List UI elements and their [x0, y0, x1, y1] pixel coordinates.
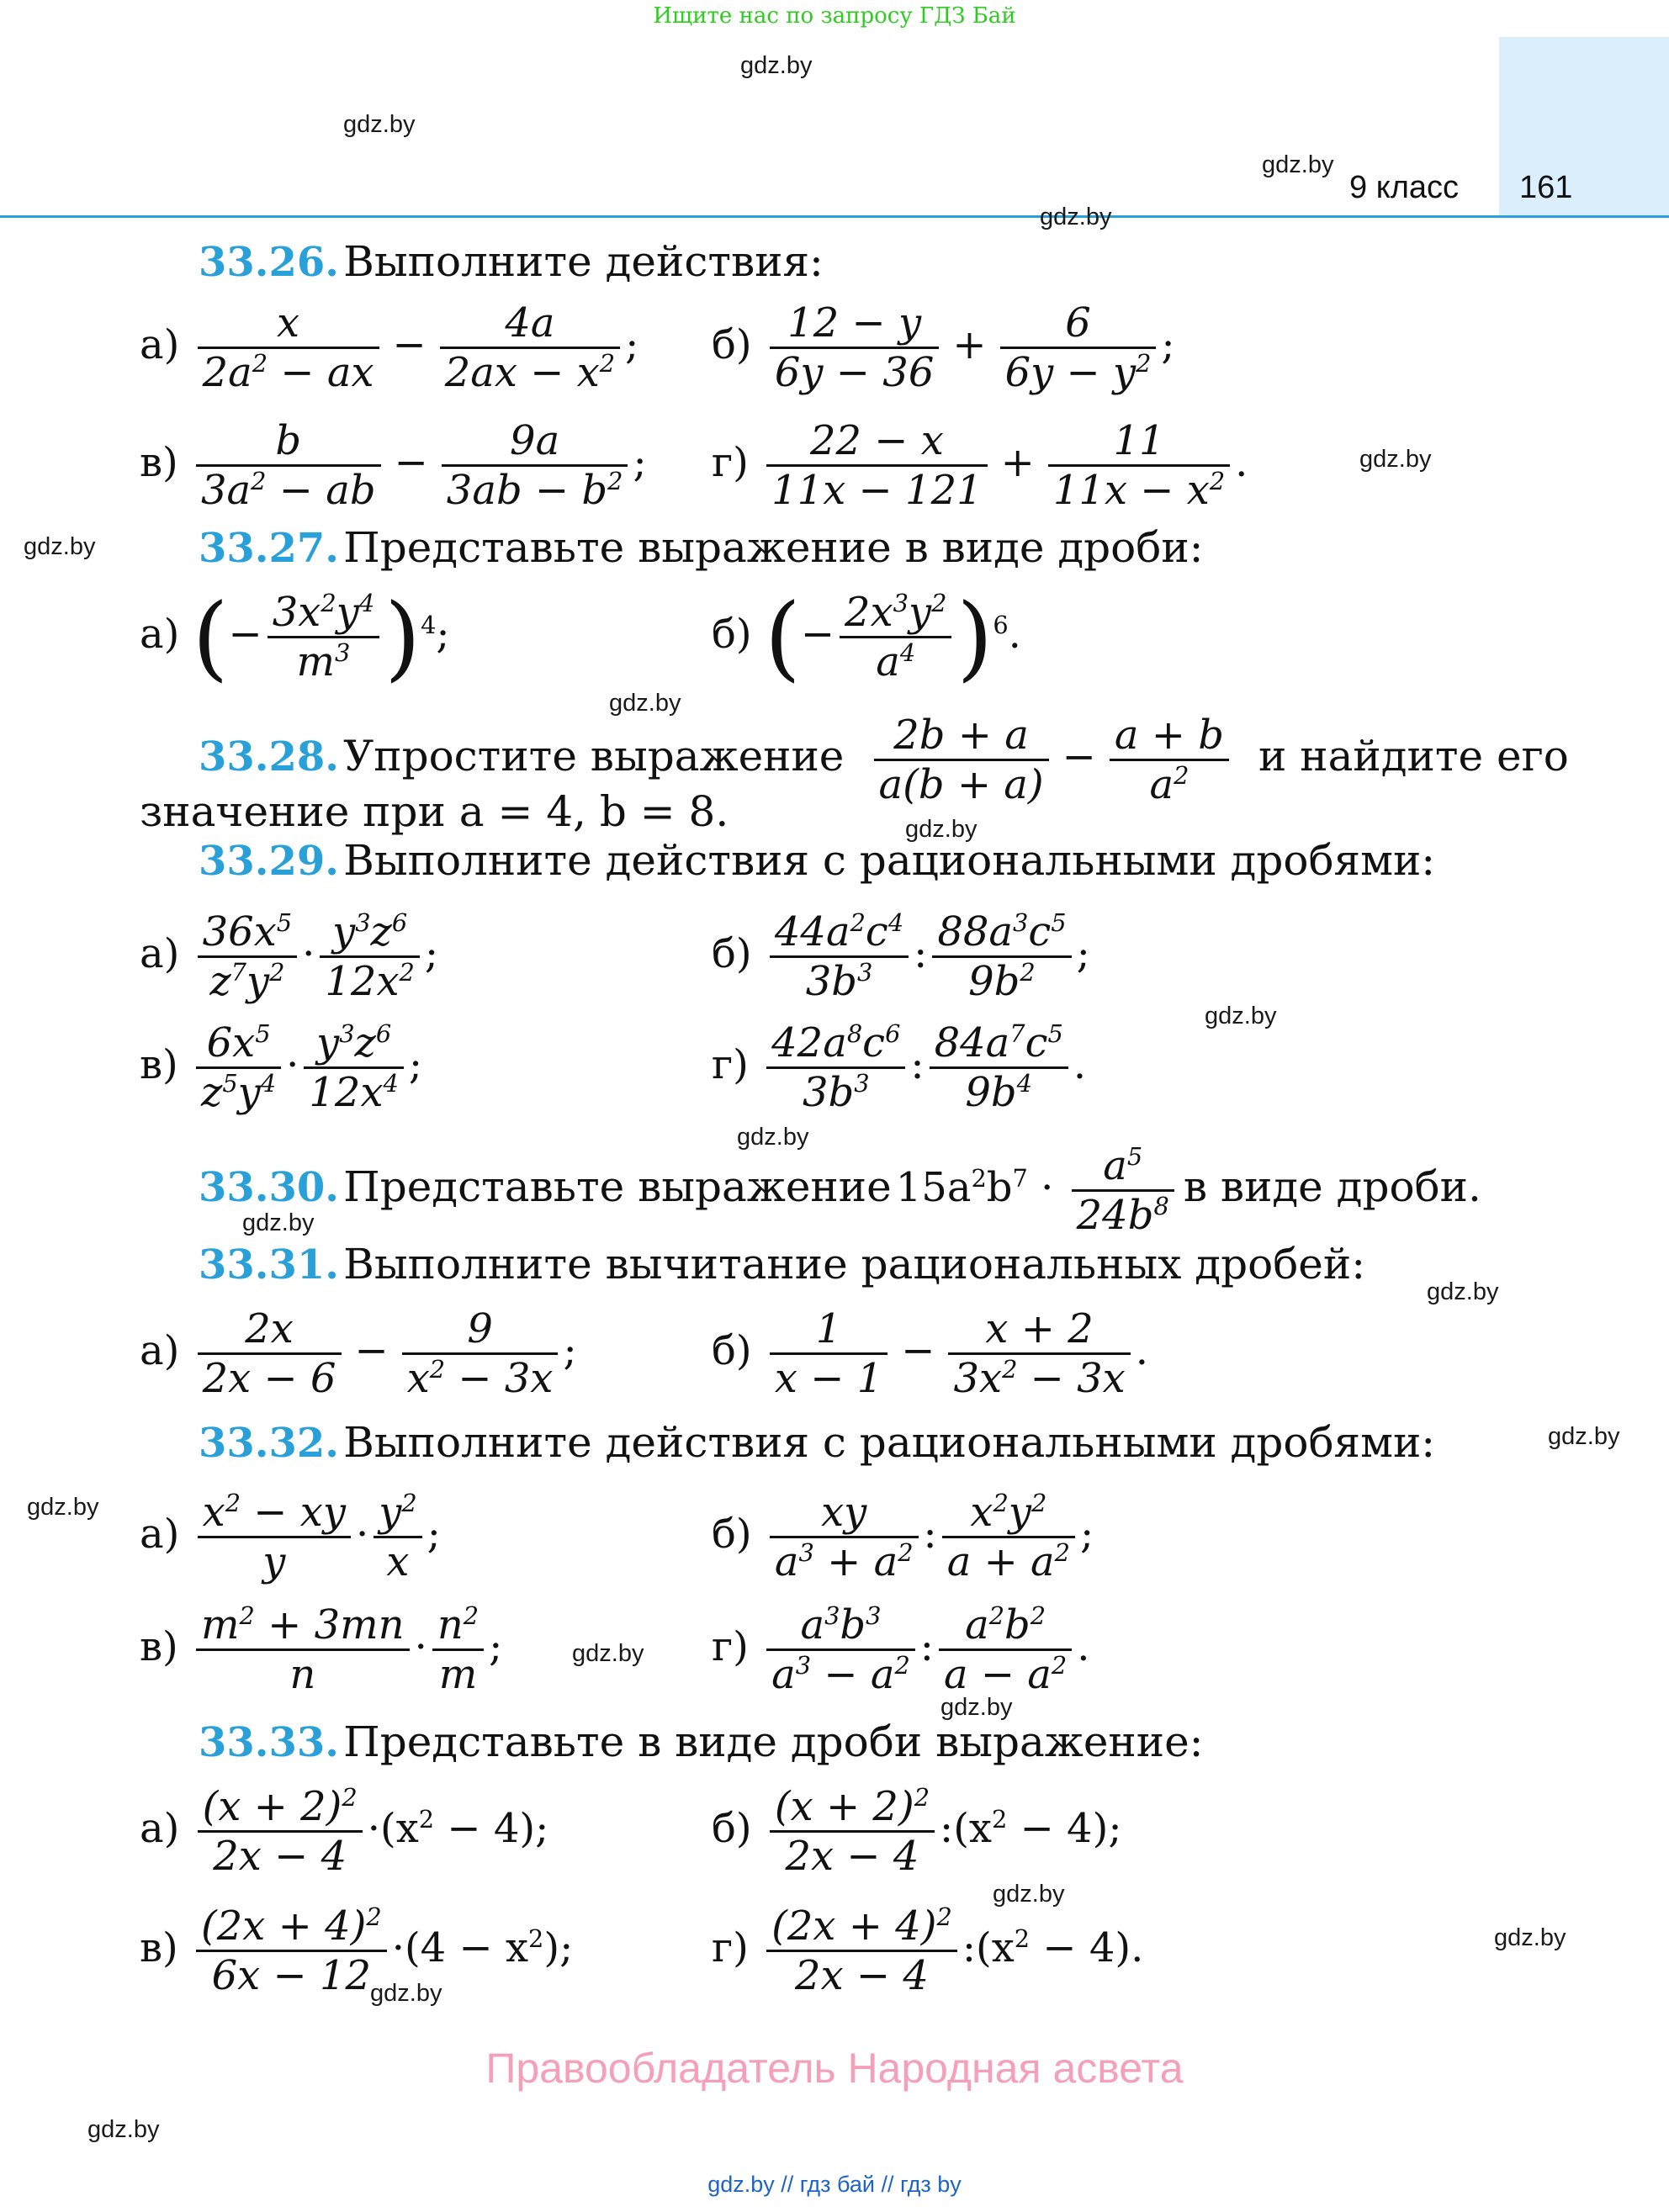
problem-33-26-g: г) $\frac{22 - x}{11x - 121}$ + $\frac{11}{11x - x^2}$ . — [712, 417, 1248, 514]
watermark: gdz.by — [370, 1980, 442, 2007]
problem-33-27-a: а) (− $\frac{3x^2y^4}{m^3}$ )$^4$; — [140, 583, 450, 691]
page-number: 161 — [1519, 170, 1573, 205]
grade-label: 9 класс — [1349, 170, 1460, 205]
watermark: gdz.by — [993, 1881, 1065, 1908]
watermark: gdz.by — [1548, 1423, 1620, 1450]
problem-33-27-b: б) (− $\frac{2x^3y^2}{a^4}$ )$^6$. — [712, 583, 1021, 691]
watermark: gdz.by — [609, 690, 681, 717]
problem-33-33-b: б) $\frac{(x + 2)^2}{2x - 4}$ $:(x^2 - 4)$; — [712, 1783, 1122, 1880]
copyright-holder: Правообладатель Народная асвета — [485, 2045, 1184, 2092]
problem-33-28-heading: 33.28. Упростите выражение $\frac{2b + a}{a(b + a)}$ − $\frac{a + b}{a^2}$ и найдите его — [199, 712, 1569, 808]
watermark: gdz.by — [242, 1209, 315, 1236]
problem-33-29-heading: 33.29. Выполните действия с рациональными дробями: — [199, 836, 1436, 885]
problem-33-29-v: в) $\frac{6x^5}{z^5y^4}$ · $\frac{y^3z^6}{12x^4}$ ; — [140, 1019, 423, 1116]
problem-33-28-condition: значение при a = 4, b = 8. — [140, 787, 729, 836]
problem-33-33-v: в) $\frac{(2x + 4)^2}{6x - 12}$ $\cdot(4 - x^2)$; — [140, 1902, 574, 1999]
watermark: gdz.by — [737, 1124, 809, 1151]
problem-33-33-a: а) $\frac{(x + 2)^2}{2x - 4}$ $\cdot(x^2 - 4)$; — [140, 1783, 549, 1880]
problem-33-26-v: в) $\frac{b}{3a^2 - ab}$ − $\frac{9a}{3ab - b^2}$ ; — [140, 417, 647, 514]
watermark: gdz.by — [572, 1640, 644, 1667]
problem-33-30-heading: 33.30. Представьте выражение $15a^2b^7$ · $\frac{a^5}{24b^8}$ в виде дроби. — [199, 1142, 1481, 1239]
watermark: gdz.by — [27, 1494, 99, 1521]
watermark: gdz.by — [740, 52, 813, 79]
watermark: gdz.by — [1427, 1278, 1499, 1305]
header-divider — [0, 215, 1669, 218]
watermark: gdz.by — [87, 2116, 160, 2143]
problem-33-32-v: в) $\frac{m^2 + 3mn}{n}$ · $\frac{n^2}{m}$ ; — [140, 1601, 503, 1698]
problem-33-32-g: г) $\frac{a^3b^3}{a^3 - a^2}$ : $\frac{a^2b^2}{a - a^2}$ . — [712, 1601, 1090, 1698]
footer-links[interactable]: gdz.by // гдз бай // гдз by — [707, 2172, 962, 2197]
problem-33-32-heading: 33.32. Выполните действия с рациональными дробями: — [199, 1418, 1436, 1467]
watermark: gdz.by — [940, 1694, 1013, 1721]
problem-33-32-a: а) $\frac{x^2 - xy}{y}$ · $\frac{y^2}{x}$ ; — [140, 1489, 441, 1585]
problem-33-29-g: г) $\frac{42a^8c^6}{3b^3}$ : $\frac{84a^7c^5}{9b^4}$ . — [712, 1019, 1087, 1116]
problem-33-27-heading: 33.27. Представьте выражение в виде дроби: — [199, 523, 1204, 572]
watermark: gdz.by — [24, 533, 96, 560]
watermark: gdz.by — [343, 111, 416, 138]
problem-33-26-heading: 33.26. Выполните действия: — [199, 237, 824, 286]
problem-33-31-a: а) $\frac{2x}{2x - 6}$ − $\frac{9}{x^2 - 3x}$ ; — [140, 1305, 577, 1402]
problem-33-33-heading: 33.33. Представьте в виде дроби выражение: — [199, 1717, 1204, 1766]
watermark: gdz.by — [1205, 1003, 1277, 1029]
problem-33-33-g: г) $\frac{(2x + 4)^2}{2x - 4}$ $:(x^2 - 4)$. — [712, 1902, 1144, 1999]
problem-33-29-b: б) $\frac{44a^2c^4}{3b^3}$ : $\frac{88a^3c^5}{9b^2}$ ; — [712, 908, 1090, 1005]
watermark: gdz.by — [1494, 1924, 1566, 1951]
problem-33-29-a: а) $\frac{36x^5}{z^7y^2}$ · $\frac{y^3z^6}{12x^2}$ ; — [140, 908, 439, 1005]
problem-33-26-a: а) $\frac{x}{2a^2 - ax}$ − $\frac{4a}{2ax - x^2}$ ; — [140, 299, 639, 396]
top-search-link[interactable]: Ищите нас по запросу ГДЗ Бай — [653, 3, 1016, 29]
problem-33-31-b: б) $\frac{1}{x - 1}$ − $\frac{x + 2}{3x^2 - 3x}$ . — [712, 1305, 1148, 1402]
problem-33-26-b: б) $\frac{12 - y}{6y - 36}$ + $\frac{6}{6y - y^2}$ ; — [712, 299, 1175, 396]
watermark: gdz.by — [905, 816, 978, 843]
watermark: gdz.by — [1040, 204, 1112, 230]
watermark: gdz.by — [1262, 151, 1334, 178]
watermark: gdz.by — [1359, 446, 1432, 473]
problem-33-31-heading: 33.31. Выполните вычитание рациональных дробей: — [199, 1240, 1366, 1289]
problem-33-32-b: б) $\frac{xy}{a^3 + a^2}$ : $\frac{x^2y^2}{a + a^2}$ ; — [712, 1489, 1094, 1585]
